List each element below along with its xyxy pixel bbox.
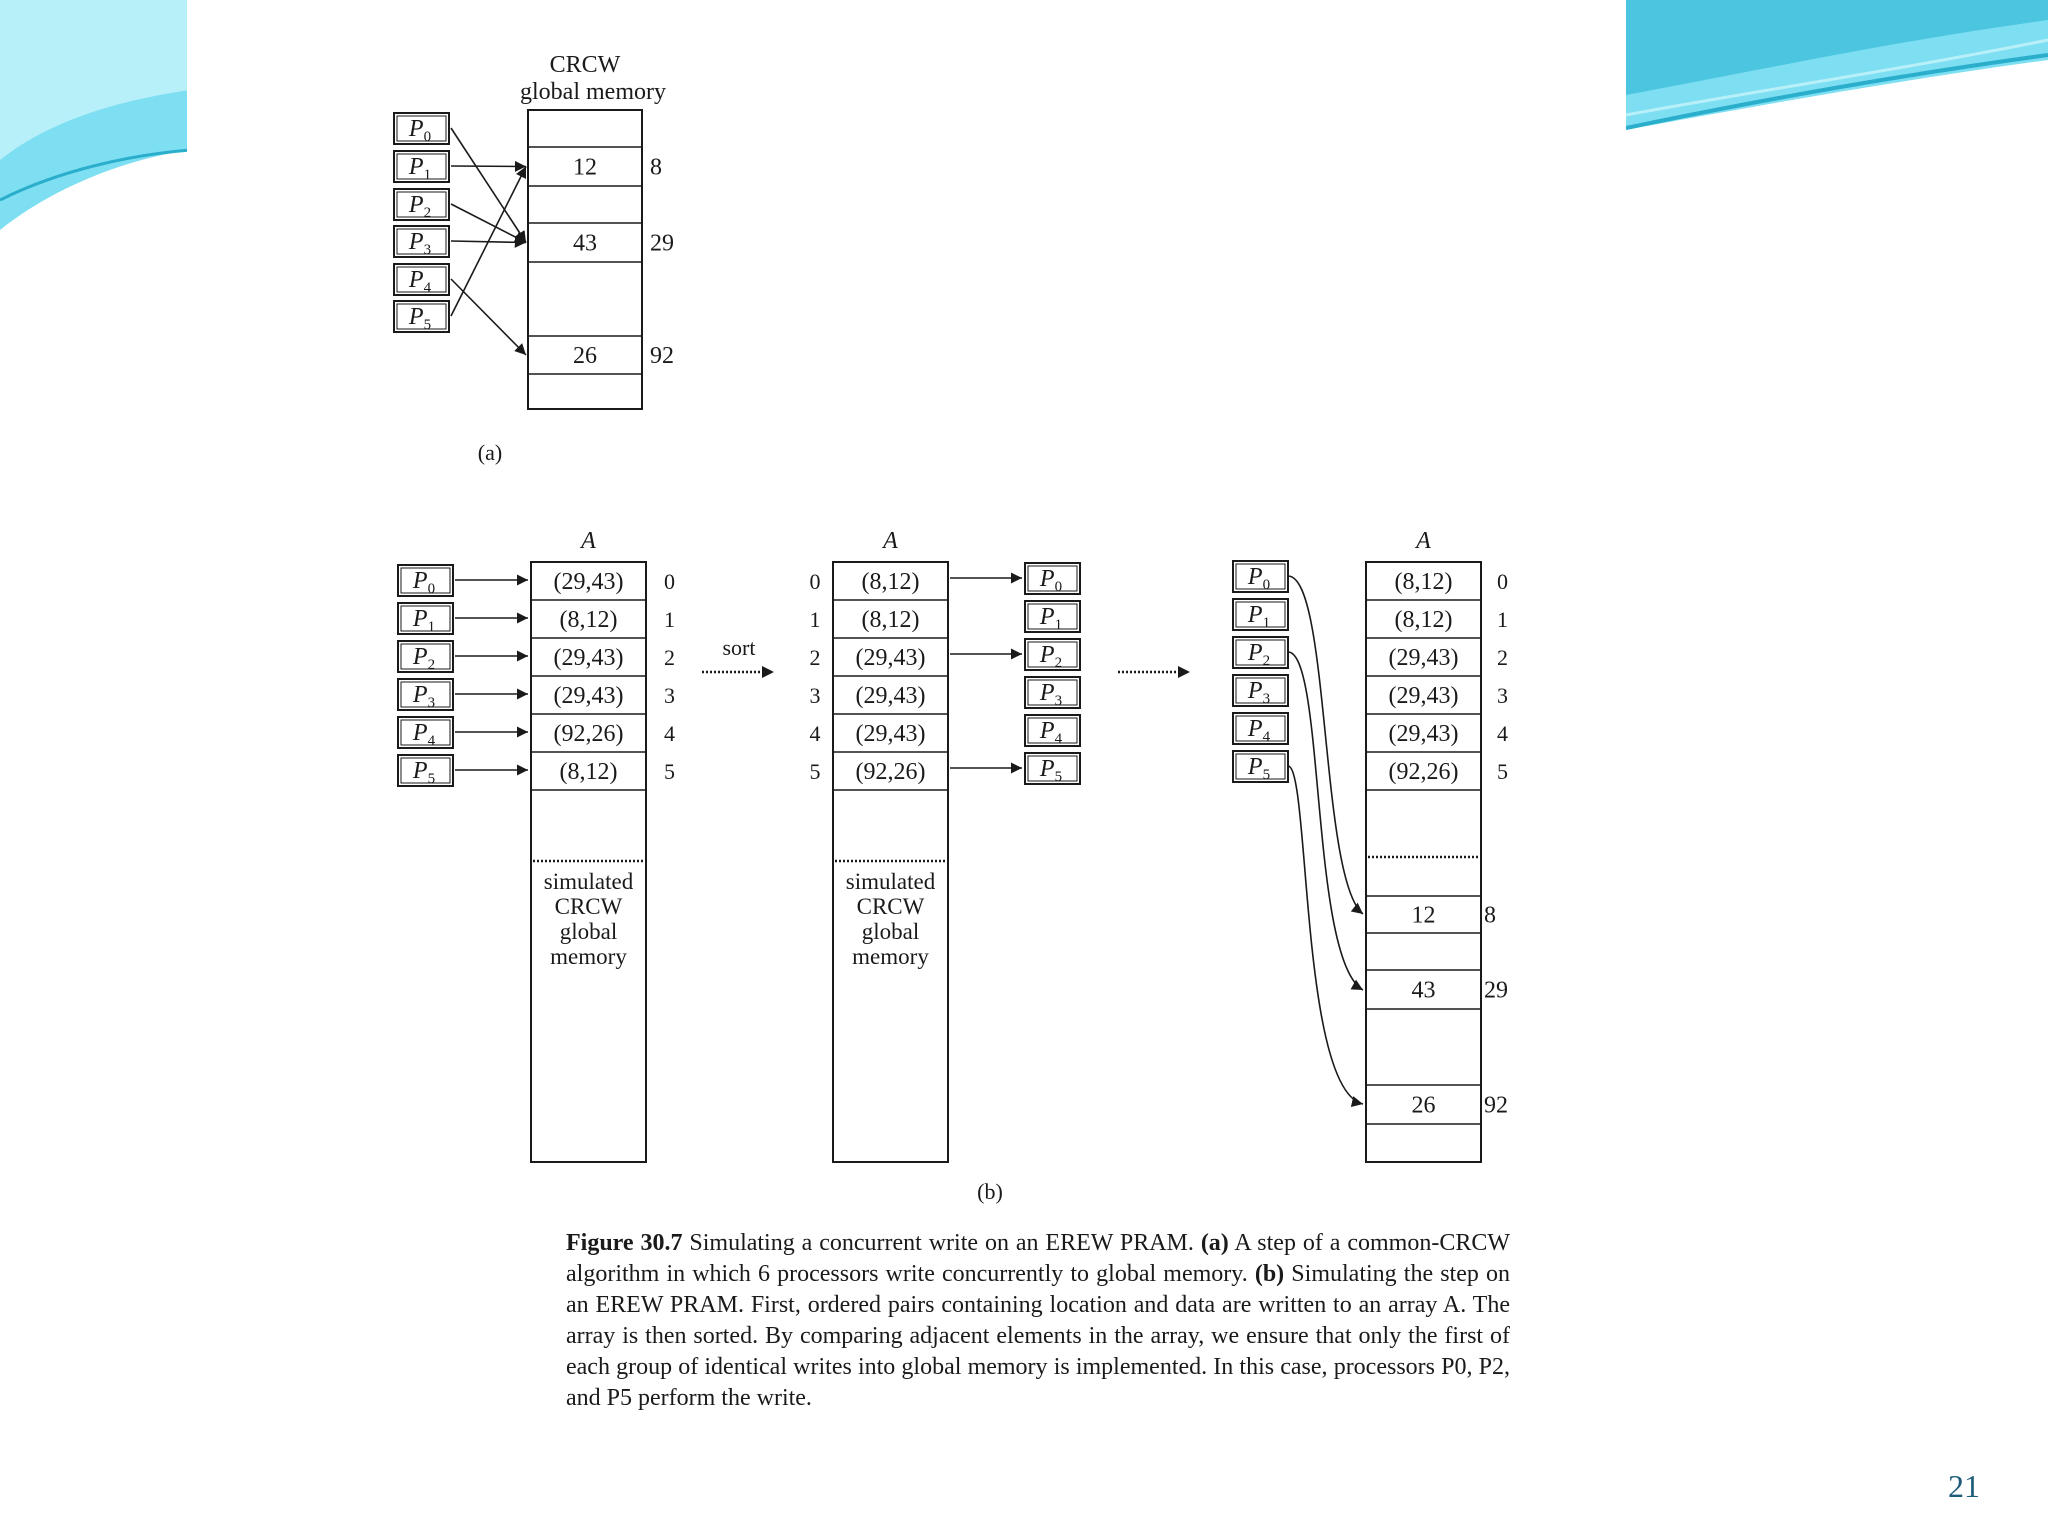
processor-label: $P_5$ bbox=[1247, 754, 1271, 783]
processor-label: $P_1$ bbox=[1039, 604, 1063, 633]
memory-cell-value: 12 bbox=[1411, 902, 1436, 929]
array-index: 2 bbox=[664, 645, 675, 670]
processor-label: $P_2$ bbox=[408, 192, 432, 221]
processor-label: $P_3$ bbox=[1247, 678, 1271, 707]
array-cell-value: (29,43) bbox=[1388, 721, 1459, 747]
array-cell-value: (8,12) bbox=[861, 607, 920, 633]
part-a-label: (a) bbox=[477, 440, 503, 465]
processor-label: $P_2$ bbox=[412, 644, 436, 673]
array-index: 3 bbox=[809, 683, 821, 708]
memory-title-line1: CRCW bbox=[549, 52, 621, 78]
array-index: 2 bbox=[1497, 645, 1508, 670]
processor-label: $P_4$ bbox=[408, 267, 432, 296]
array-cell-value: (29,43) bbox=[1388, 645, 1459, 671]
simulated-memory-label: CRCW bbox=[856, 894, 925, 919]
processor-label: $P_0$ bbox=[412, 568, 436, 597]
array-cell-value: (29,43) bbox=[553, 683, 624, 709]
transition-arrow-head bbox=[1178, 666, 1190, 678]
processor-label: $P_2$ bbox=[1247, 640, 1271, 669]
caption-text-2: A step of a common-CRCW algorithm in which 6 processors write concurrently to global memory. bbox=[566, 1230, 1510, 1287]
simulated-memory-label: memory bbox=[550, 944, 627, 969]
array-cell-value: (29,43) bbox=[855, 645, 926, 671]
memory-address: 92 bbox=[650, 343, 674, 369]
array-cell-value: (29,43) bbox=[553, 645, 624, 671]
array-index: 0 bbox=[1497, 569, 1508, 594]
part-b-diagram bbox=[398, 528, 1508, 1204]
array-cell-value: (92,26) bbox=[1388, 759, 1459, 785]
memory-cell-value: 12 bbox=[573, 154, 597, 181]
sort-label: sort bbox=[722, 635, 756, 660]
memory-address: 29 bbox=[650, 230, 674, 257]
array-cell-value: (8,12) bbox=[1394, 569, 1453, 595]
processor-label: $P_4$ bbox=[1039, 718, 1063, 747]
caption-figure-number: Figure 30.7 bbox=[566, 1230, 683, 1256]
processor-label: $P_1$ bbox=[408, 154, 432, 183]
processor-label: $P_5$ bbox=[408, 304, 432, 333]
processor-label: $P_5$ bbox=[412, 758, 436, 787]
write-arrow bbox=[1288, 652, 1363, 990]
write-arrow bbox=[1288, 766, 1363, 1104]
array-a-label: A bbox=[581, 528, 596, 554]
simulated-memory-label: simulated bbox=[845, 869, 936, 894]
array-index: 1 bbox=[1497, 607, 1508, 632]
processor-label: $P_5$ bbox=[1039, 756, 1063, 785]
array-a-label: A bbox=[883, 528, 898, 554]
memory-cell-value: 26 bbox=[1411, 1092, 1436, 1119]
write-arrow bbox=[451, 128, 526, 243]
array-index: 2 bbox=[809, 645, 821, 670]
simulated-memory-label: memory bbox=[852, 944, 929, 969]
caption-text-3: Simulating the step on an EREW PRAM. First, ordered pairs containing location and data are written to an array A. The array is then sorted. By comparing adjacent elements in the array, we ensure that only the first of each group of identical writes into global memory is implemented. In this case, processors P0, P2, and P5 perform the write. bbox=[566, 1261, 1510, 1411]
processor-label: $P_1$ bbox=[412, 606, 436, 635]
array-index: 3 bbox=[664, 683, 675, 708]
write-arrow bbox=[451, 279, 526, 355]
processor-label: $P_0$ bbox=[1039, 566, 1063, 595]
array-cell-value: (29,43) bbox=[855, 683, 926, 709]
processor-label: $P_2$ bbox=[1039, 642, 1063, 671]
array-cell-value: (29,43) bbox=[553, 569, 624, 595]
part-b-label: (b) bbox=[977, 1179, 1003, 1204]
caption-text-1: Simulating a concurrent write on an EREW PRAM. bbox=[682, 1230, 1201, 1256]
processor-label: $P_1$ bbox=[1247, 602, 1271, 631]
memory-title-line2: global memory bbox=[520, 79, 666, 105]
memory-cell-value: 26 bbox=[573, 343, 597, 369]
array-cell-value: (8,12) bbox=[861, 569, 920, 595]
array-index: 5 bbox=[809, 759, 821, 784]
array-index: 5 bbox=[664, 759, 675, 784]
processor-label: $P_0$ bbox=[408, 116, 432, 145]
part-a-diagram bbox=[394, 52, 674, 465]
array-cell-value: (8,12) bbox=[559, 759, 618, 785]
memory-address: 8 bbox=[1484, 902, 1496, 929]
caption-part-a-marker: (a) bbox=[1200, 1230, 1229, 1256]
memory-address: 92 bbox=[1484, 1092, 1508, 1119]
write-arrow bbox=[451, 204, 526, 243]
processor-label: $P_4$ bbox=[1247, 716, 1271, 745]
simulated-memory-label: CRCW bbox=[554, 894, 623, 919]
processor-label: $P_3$ bbox=[408, 229, 432, 258]
array-index: 0 bbox=[664, 569, 675, 594]
array-cell-value: (29,43) bbox=[1388, 683, 1459, 709]
processor-label: $P_3$ bbox=[1039, 680, 1063, 709]
simulated-memory-label: simulated bbox=[543, 869, 634, 894]
array-index: 1 bbox=[809, 607, 821, 632]
memory-cell-value: 43 bbox=[1411, 977, 1436, 1004]
array-index: 4 bbox=[1497, 721, 1508, 746]
simulated-memory-label: global bbox=[861, 919, 920, 944]
sort-arrow-head bbox=[762, 666, 774, 678]
processor-label: $P_3$ bbox=[412, 682, 436, 711]
memory-address: 8 bbox=[650, 154, 662, 181]
array-index: 0 bbox=[809, 569, 821, 594]
array-index: 1 bbox=[664, 607, 675, 632]
processor-label: $P_4$ bbox=[412, 720, 436, 749]
memory-address: 29 bbox=[1484, 977, 1508, 1004]
array-cell-value: (8,12) bbox=[559, 607, 618, 633]
array-index: 3 bbox=[1497, 683, 1508, 708]
array-cell-value: (8,12) bbox=[1394, 607, 1453, 633]
array-index: 4 bbox=[664, 721, 675, 746]
array-a-label: A bbox=[1416, 528, 1431, 554]
figure-caption bbox=[566, 1228, 1510, 1414]
page-number: 21 bbox=[1948, 1468, 1980, 1504]
array-index: 4 bbox=[809, 721, 821, 746]
write-arrow bbox=[451, 166, 526, 167]
array-cell-value: (92,26) bbox=[553, 721, 624, 747]
array-index: 5 bbox=[1497, 759, 1508, 784]
caption-part-b-marker: (b) bbox=[1254, 1261, 1285, 1287]
processor-label: $P_0$ bbox=[1247, 564, 1271, 593]
array-cell-value: (92,26) bbox=[855, 759, 926, 785]
memory-cell-value: 43 bbox=[573, 230, 597, 257]
array-cell-value: (29,43) bbox=[855, 721, 926, 747]
simulated-memory-label: global bbox=[559, 919, 618, 944]
